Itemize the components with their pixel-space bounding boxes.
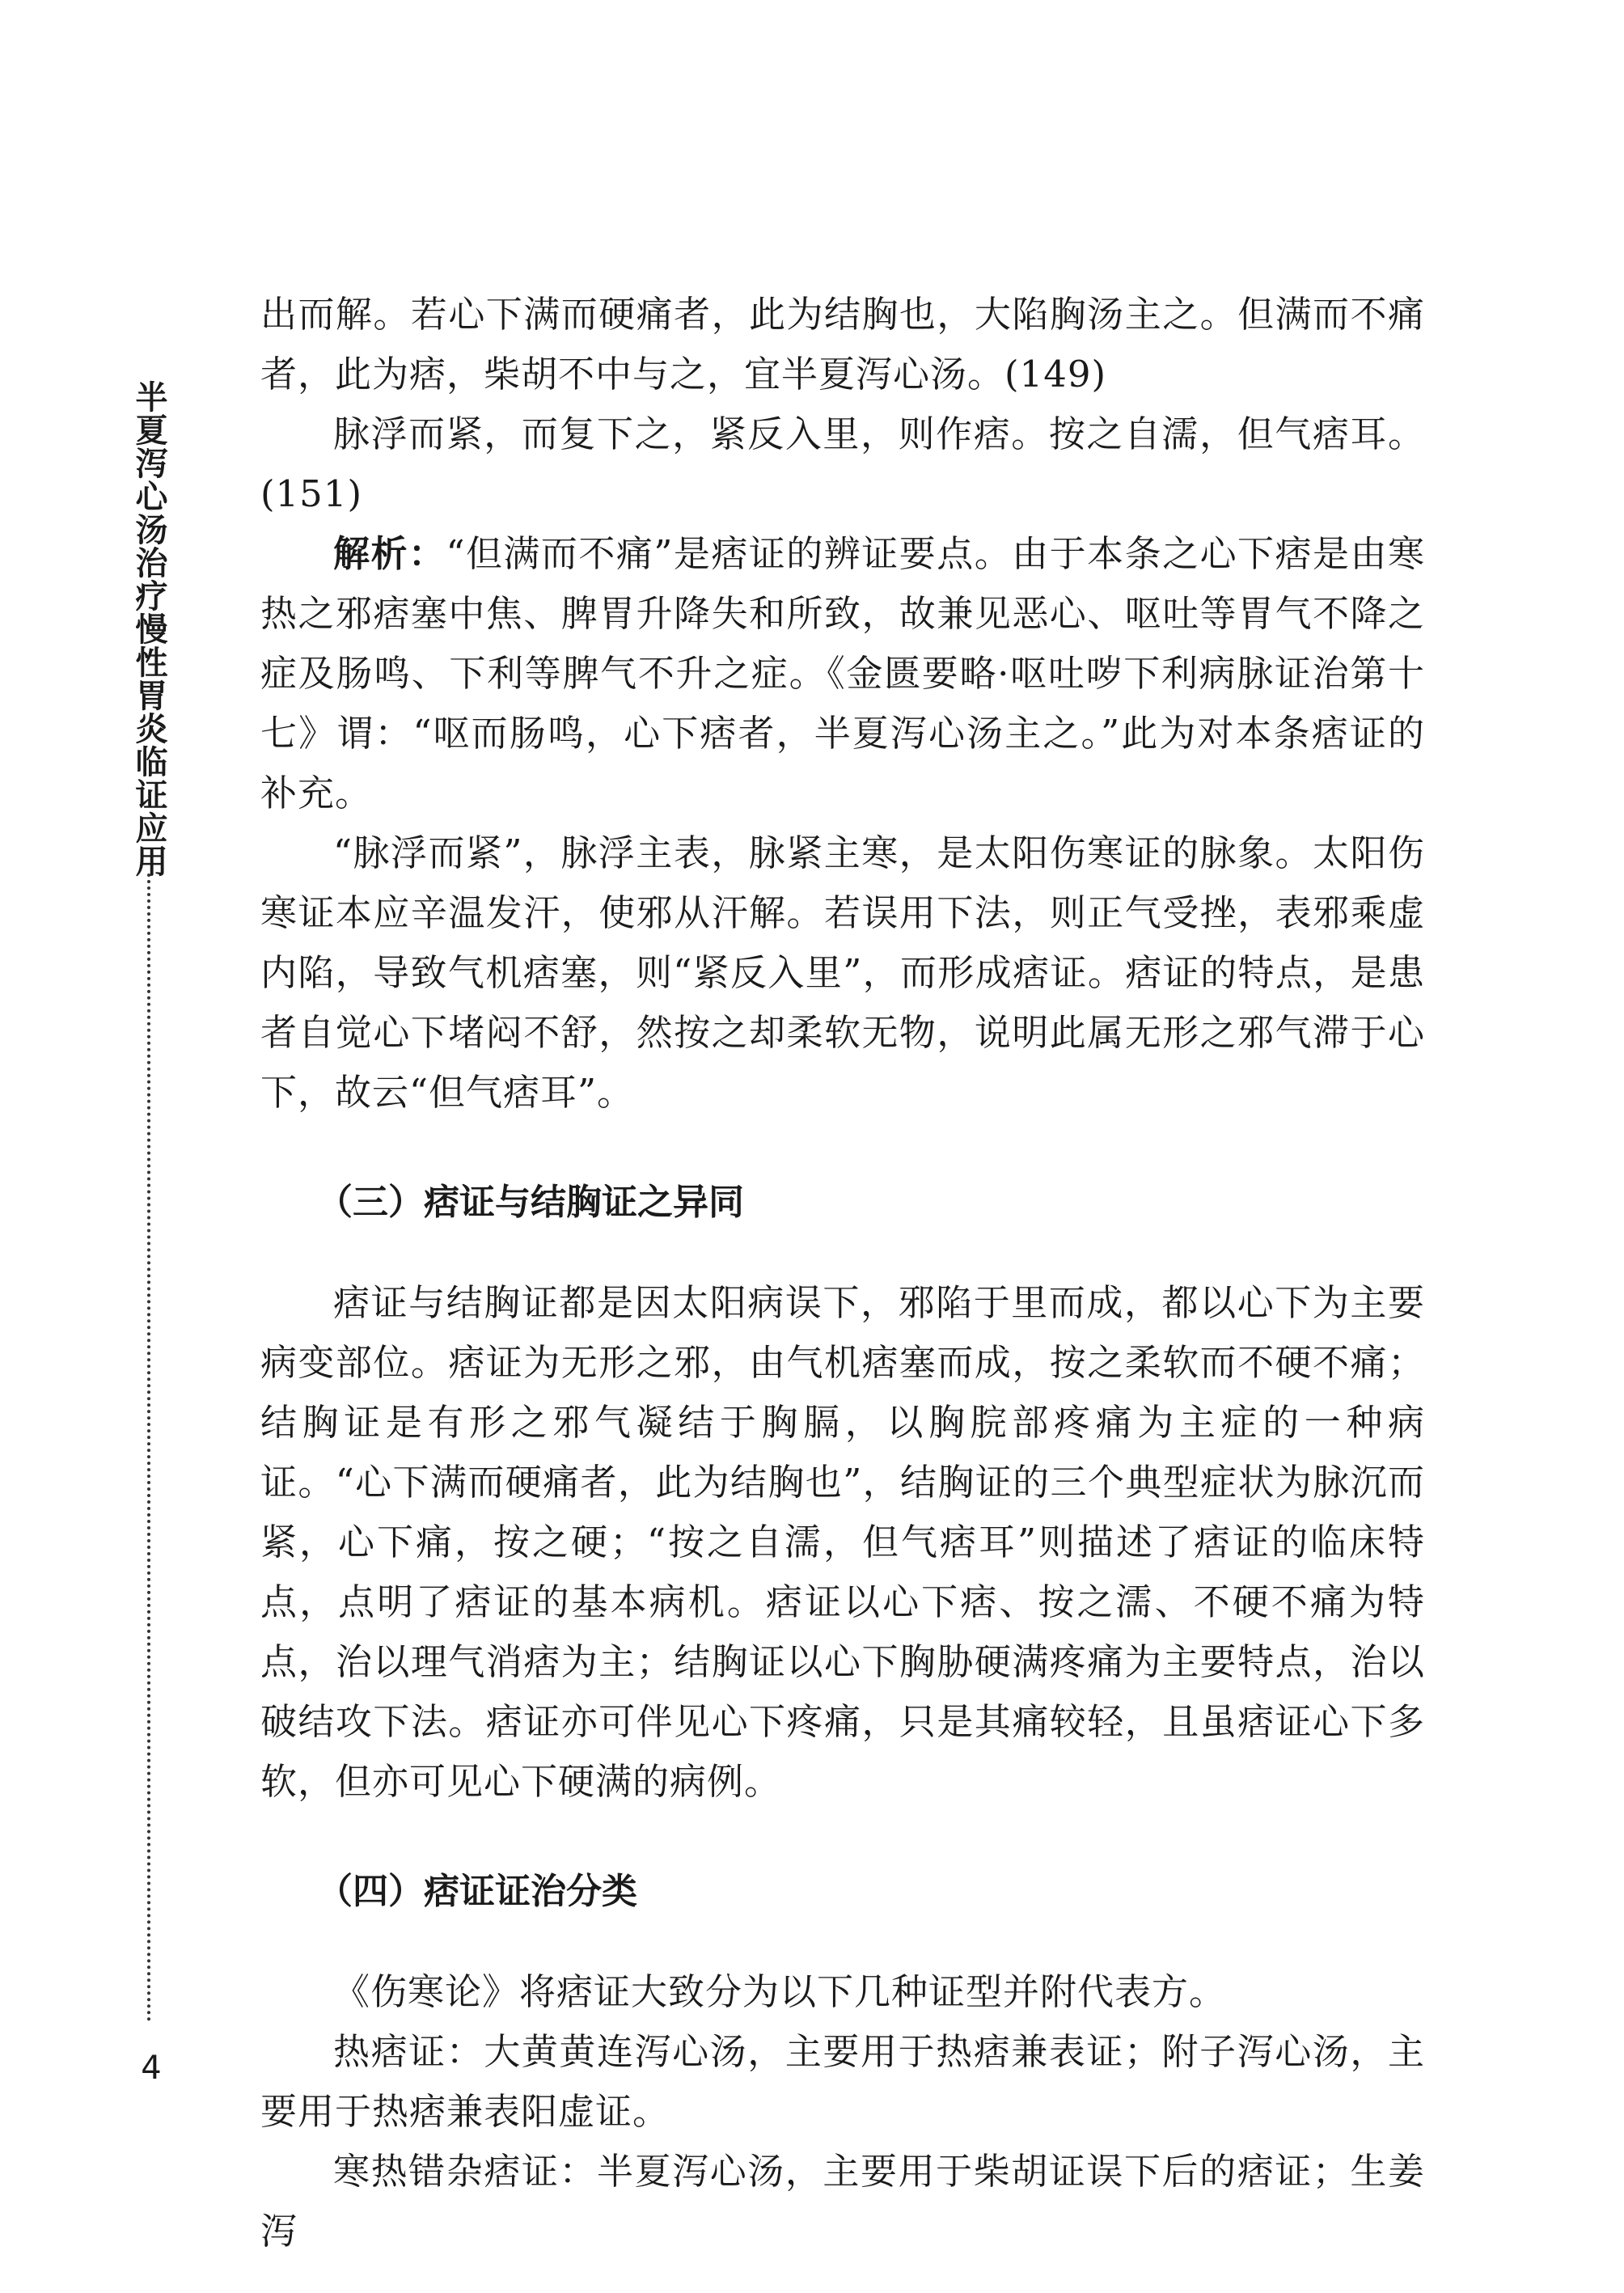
hot-pi-paragraph: 热痞证：大黄黄连泻心汤，主要用于热痞兼表证；附子泻心汤，主要用于热痞兼表阳虚证。 — [260, 2030, 1425, 2133]
page-body — [260, 285, 1425, 2261]
quote-clause-149: 出而解。若心下满而硬痛者，此为结胸也，大陷胸汤主之。但满而不痛者，此为痞，柴胡不中与之，宜半夏泻心汤。(149) — [260, 293, 1425, 396]
section-heading-3: （三）痞证与结胸证之异同 — [317, 1182, 744, 1223]
analysis-text: “但满而不痛”是痞证的辨证要点。由于本条之心下痞是由寒热之邪痞塞中焦、脾胃升降失和所致，故兼见恶心、呕吐等胃气不降之症及肠鸣、下利等脾气不升之症。《金匮要略·呕吐哕下利病脉证治第十七》谓：“呕而肠鸣，心下痞者，半夏泻心汤主之。”此为对本条痞证的补充。 — [260, 532, 1425, 814]
classification-intro-paragraph: 《伤寒论》将痞证大致分为以下几种证型并附代表方。 — [333, 1970, 1227, 2013]
running-header-book-title: 半夏泻心汤治疗慢性胃炎临证应用 — [130, 380, 167, 878]
mixed-pi-paragraph: 寒热错杂痞证：半夏泻心汤，主要用于柴胡证误下后的痞证；生姜泻 — [260, 2150, 1425, 2253]
comparison-paragraph: 痞证与结胸证都是因太阳病误下，邪陷于里而成，都以心下为主要病变部位。痞证为无形之邪，由气机痞塞而成，按之柔软而不硬不痛；结胸证是有形之邪气凝结于胸膈，以胸脘部疼痛为主症的一种病证。“心下满而硬痛者，此为结胸也”，结胸证的三个典型症状为脉沉而紧，心下痛，按之硬；“按之自濡，但气痞耳”则描述了痞证的临床特点，点明了痞证的基本病机。痞证以心下痞、按之濡、不硬不痛为特点，治以理气消痞为主；结胸证以心下胸胁硬满疼痛为主要特点，治以破结攻下法。痞证亦可伴见心下疼痛，只是其痛较轻，且虽痞证心下多软，但亦可见心下硬满的病例。 — [260, 1281, 1425, 1803]
quote-clause-151: 脉浮而紧，而复下之，紧反入里，则作痞。按之自濡，但气痞耳。(151) — [260, 412, 1425, 515]
page-number: 4 — [141, 2050, 162, 2087]
analysis-paragraph — [260, 524, 1425, 823]
analysis-label: 解析： — [333, 532, 446, 575]
running-header-dotted-rule — [147, 874, 150, 2022]
pulse-paragraph: “脉浮而紧”，脉浮主表，脉紧主寒，是太阳伤寒证的脉象。太阳伤寒证本应辛温发汗，使邪从汗解。若误用下法，则正气受挫，表邪乘虚内陷，导致气机痞塞，则“紧反入里”，而形成痞证。痞证的特点，是患者自觉心下堵闷不舒，然按之却柔软无物，说明此属无形之邪气滞于心下，故云“但气痞耳”。 — [260, 831, 1425, 1114]
section-heading-4: （四）痞证证治分类 — [317, 1871, 637, 1912]
